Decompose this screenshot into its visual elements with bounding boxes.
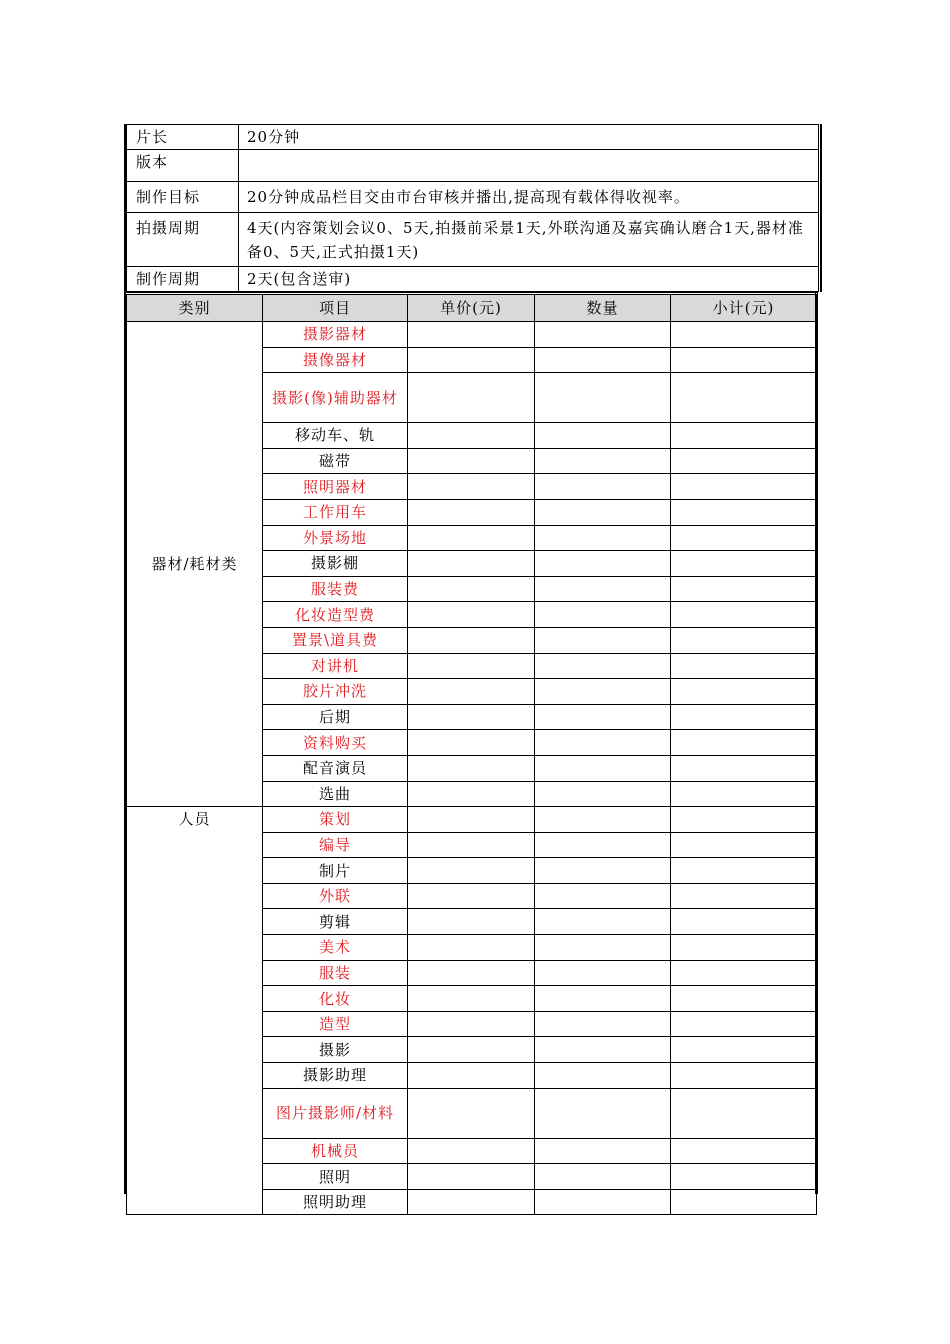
quantity-cell[interactable] (535, 448, 671, 474)
subtotal-cell[interactable] (671, 322, 817, 348)
item-name-cell: 摄影助理 (263, 1063, 408, 1089)
quantity-cell[interactable] (535, 755, 671, 781)
unit-price-cell[interactable] (408, 1164, 535, 1190)
item-name-cell: 照明 (263, 1164, 408, 1190)
category-cell: 人员 (127, 807, 263, 1215)
item-name-cell: 磁带 (263, 448, 408, 474)
item-name-cell: 摄影(像)辅助器材 (263, 373, 408, 423)
item-name-cell: 摄影棚 (263, 551, 408, 577)
table-row (127, 322, 817, 348)
quantity-cell[interactable] (535, 322, 671, 348)
subtotal-cell[interactable] (671, 576, 817, 602)
item-name-cell: 图片摄影师/材料 (263, 1088, 408, 1138)
item-name-cell: 制片 (263, 858, 408, 884)
unit-price-cell[interactable] (408, 755, 535, 781)
info-label: 版本 (127, 150, 239, 182)
item-name-cell: 照明助理 (263, 1189, 408, 1215)
item-name-cell: 对讲机 (263, 653, 408, 679)
subtotal-cell[interactable] (671, 448, 817, 474)
unit-price-cell[interactable] (408, 525, 535, 551)
info-row-goal (127, 182, 819, 213)
quantity-cell[interactable] (535, 935, 671, 961)
quantity-cell[interactable] (535, 551, 671, 577)
item-name-cell: 服装 (263, 960, 408, 986)
subtotal-cell[interactable] (671, 1138, 817, 1164)
subtotal-cell[interactable] (671, 1037, 817, 1063)
subtotal-cell[interactable] (671, 960, 817, 986)
item-name-cell: 照明器材 (263, 474, 408, 500)
item-name-cell: 资料购买 (263, 730, 408, 756)
quantity-cell[interactable] (535, 832, 671, 858)
info-label: 制作目标 (127, 182, 239, 213)
info-label: 片长 (127, 125, 239, 150)
unit-price-cell[interactable] (408, 935, 535, 961)
subtotal-cell[interactable] (671, 781, 817, 807)
info-row-version (127, 150, 819, 182)
subtotal-cell[interactable] (671, 755, 817, 781)
item-name-cell: 化妆造型费 (263, 602, 408, 628)
quantity-cell[interactable] (535, 807, 671, 833)
quantity-cell[interactable] (535, 602, 671, 628)
subtotal-cell[interactable] (671, 909, 817, 935)
cost-table-body (127, 322, 817, 1215)
item-name-cell: 服装费 (263, 576, 408, 602)
header-item: 项目 (263, 294, 408, 322)
unit-price-cell[interactable] (408, 883, 535, 909)
quantity-cell[interactable] (535, 499, 671, 525)
subtotal-cell[interactable] (671, 832, 817, 858)
subtotal-cell[interactable] (671, 474, 817, 500)
quantity-cell[interactable] (535, 627, 671, 653)
unit-price-cell[interactable] (408, 653, 535, 679)
unit-price-cell[interactable] (408, 1189, 535, 1215)
item-name-cell: 配音演员 (263, 755, 408, 781)
item-name-cell: 置景\道具费 (263, 627, 408, 653)
item-name-cell: 选曲 (263, 781, 408, 807)
unit-price-cell[interactable] (408, 986, 535, 1012)
unit-price-cell[interactable] (408, 1011, 535, 1037)
subtotal-cell[interactable] (671, 525, 817, 551)
table-row (127, 807, 817, 833)
unit-price-cell[interactable] (408, 704, 535, 730)
subtotal-cell[interactable] (671, 653, 817, 679)
category-cell: 器材/耗材类 (127, 322, 263, 807)
quantity-cell[interactable] (535, 960, 671, 986)
subtotal-cell[interactable] (671, 986, 817, 1012)
item-name-cell: 胶片冲洗 (263, 679, 408, 705)
quantity-cell[interactable] (535, 373, 671, 423)
quantity-cell[interactable] (535, 423, 671, 449)
info-row-duration (127, 125, 819, 150)
item-name-cell: 化妆 (263, 986, 408, 1012)
unit-price-cell[interactable] (408, 322, 535, 348)
item-name-cell: 摄影器材 (263, 322, 408, 348)
quantity-cell[interactable] (535, 1063, 671, 1089)
unit-price-cell[interactable] (408, 602, 535, 628)
subtotal-cell[interactable] (671, 1164, 817, 1190)
quantity-cell[interactable] (535, 909, 671, 935)
item-name-cell: 后期 (263, 704, 408, 730)
subtotal-cell[interactable] (671, 499, 817, 525)
item-name-cell: 造型 (263, 1011, 408, 1037)
unit-price-cell[interactable] (408, 832, 535, 858)
quantity-cell[interactable] (535, 1011, 671, 1037)
quantity-cell[interactable] (535, 858, 671, 884)
quantity-cell[interactable] (535, 1164, 671, 1190)
quantity-cell[interactable] (535, 781, 671, 807)
unit-price-cell[interactable] (408, 499, 535, 525)
info-value (239, 150, 819, 182)
header-category: 类别 (127, 294, 263, 322)
item-name-cell: 摄影 (263, 1037, 408, 1063)
unit-price-cell[interactable] (408, 781, 535, 807)
unit-price-cell[interactable] (408, 551, 535, 577)
quantity-cell[interactable] (535, 576, 671, 602)
subtotal-cell[interactable] (671, 883, 817, 909)
subtotal-cell[interactable] (671, 807, 817, 833)
item-name-cell: 编导 (263, 832, 408, 858)
subtotal-cell[interactable] (671, 602, 817, 628)
subtotal-cell[interactable] (671, 1063, 817, 1089)
header-unit-price: 单价(元) (408, 294, 535, 322)
unit-price-cell[interactable] (408, 576, 535, 602)
production-info-table (126, 124, 819, 292)
cost-right-rule (815, 292, 818, 1194)
quantity-cell[interactable] (535, 730, 671, 756)
item-name-cell: 外联 (263, 883, 408, 909)
unit-price-cell[interactable] (408, 1138, 535, 1164)
unit-price-cell[interactable] (408, 730, 535, 756)
item-name-cell: 剪辑 (263, 909, 408, 935)
quantity-cell[interactable] (535, 1037, 671, 1063)
unit-price-cell[interactable] (408, 474, 535, 500)
subtotal-cell[interactable] (671, 858, 817, 884)
item-name-cell: 美术 (263, 935, 408, 961)
item-name-cell: 移动车、轨 (263, 423, 408, 449)
unit-price-cell[interactable] (408, 909, 535, 935)
unit-price-cell[interactable] (408, 448, 535, 474)
quantity-cell[interactable] (535, 474, 671, 500)
quantity-cell[interactable] (535, 986, 671, 1012)
quantity-cell[interactable] (535, 883, 671, 909)
unit-price-cell[interactable] (408, 679, 535, 705)
unit-price-cell[interactable] (408, 1037, 535, 1063)
quantity-cell[interactable] (535, 1189, 671, 1215)
cost-header-row (127, 294, 817, 322)
info-label: 制作周期 (127, 267, 239, 292)
subtotal-cell[interactable] (671, 1011, 817, 1037)
info-row-production-period (127, 267, 819, 292)
quantity-cell[interactable] (535, 525, 671, 551)
info-value: 2天(包含送审) (239, 267, 819, 292)
subtotal-cell[interactable] (671, 730, 817, 756)
item-name-cell: 摄像器材 (263, 347, 408, 373)
subtotal-cell[interactable] (671, 704, 817, 730)
quantity-cell[interactable] (535, 347, 671, 373)
info-value: 4天(内容策划会议0、5天,拍摄前采景1天,外联沟通及嘉宾确认磨合1天,器材准备0、5天,正式拍摄1天) (239, 213, 819, 267)
item-name-cell: 外景场地 (263, 525, 408, 551)
subtotal-cell[interactable] (671, 1088, 817, 1138)
subtotal-cell[interactable] (671, 423, 817, 449)
item-name-cell: 工作用车 (263, 499, 408, 525)
info-right-rule (818, 124, 822, 292)
quantity-cell[interactable] (535, 1088, 671, 1138)
subtotal-cell[interactable] (671, 935, 817, 961)
unit-price-cell[interactable] (408, 423, 535, 449)
unit-price-cell[interactable] (408, 1063, 535, 1089)
subtotal-cell[interactable] (671, 373, 817, 423)
header-subtotal: 小计(元) (671, 294, 817, 322)
subtotal-cell[interactable] (671, 679, 817, 705)
quantity-cell[interactable] (535, 704, 671, 730)
unit-price-cell[interactable] (408, 1088, 535, 1138)
quantity-cell[interactable] (535, 679, 671, 705)
unit-price-cell[interactable] (408, 807, 535, 833)
info-label: 拍摄周期 (127, 213, 239, 267)
item-name-cell: 机械员 (263, 1138, 408, 1164)
subtotal-cell[interactable] (671, 347, 817, 373)
unit-price-cell[interactable] (408, 347, 535, 373)
item-name-cell: 策划 (263, 807, 408, 833)
unit-price-cell[interactable] (408, 373, 535, 423)
quantity-cell[interactable] (535, 653, 671, 679)
info-value: 20分钟 (239, 125, 819, 150)
subtotal-cell[interactable] (671, 627, 817, 653)
cost-table (126, 292, 817, 1215)
header-quantity: 数量 (535, 294, 671, 322)
unit-price-cell[interactable] (408, 627, 535, 653)
info-row-shoot-period (127, 213, 819, 267)
unit-price-cell[interactable] (408, 960, 535, 986)
subtotal-cell[interactable] (671, 551, 817, 577)
subtotal-cell[interactable] (671, 1189, 817, 1215)
unit-price-cell[interactable] (408, 858, 535, 884)
info-value: 20分钟成品栏目交由市台审核并播出,提高现有载体得收视率。 (239, 182, 819, 213)
quantity-cell[interactable] (535, 1138, 671, 1164)
